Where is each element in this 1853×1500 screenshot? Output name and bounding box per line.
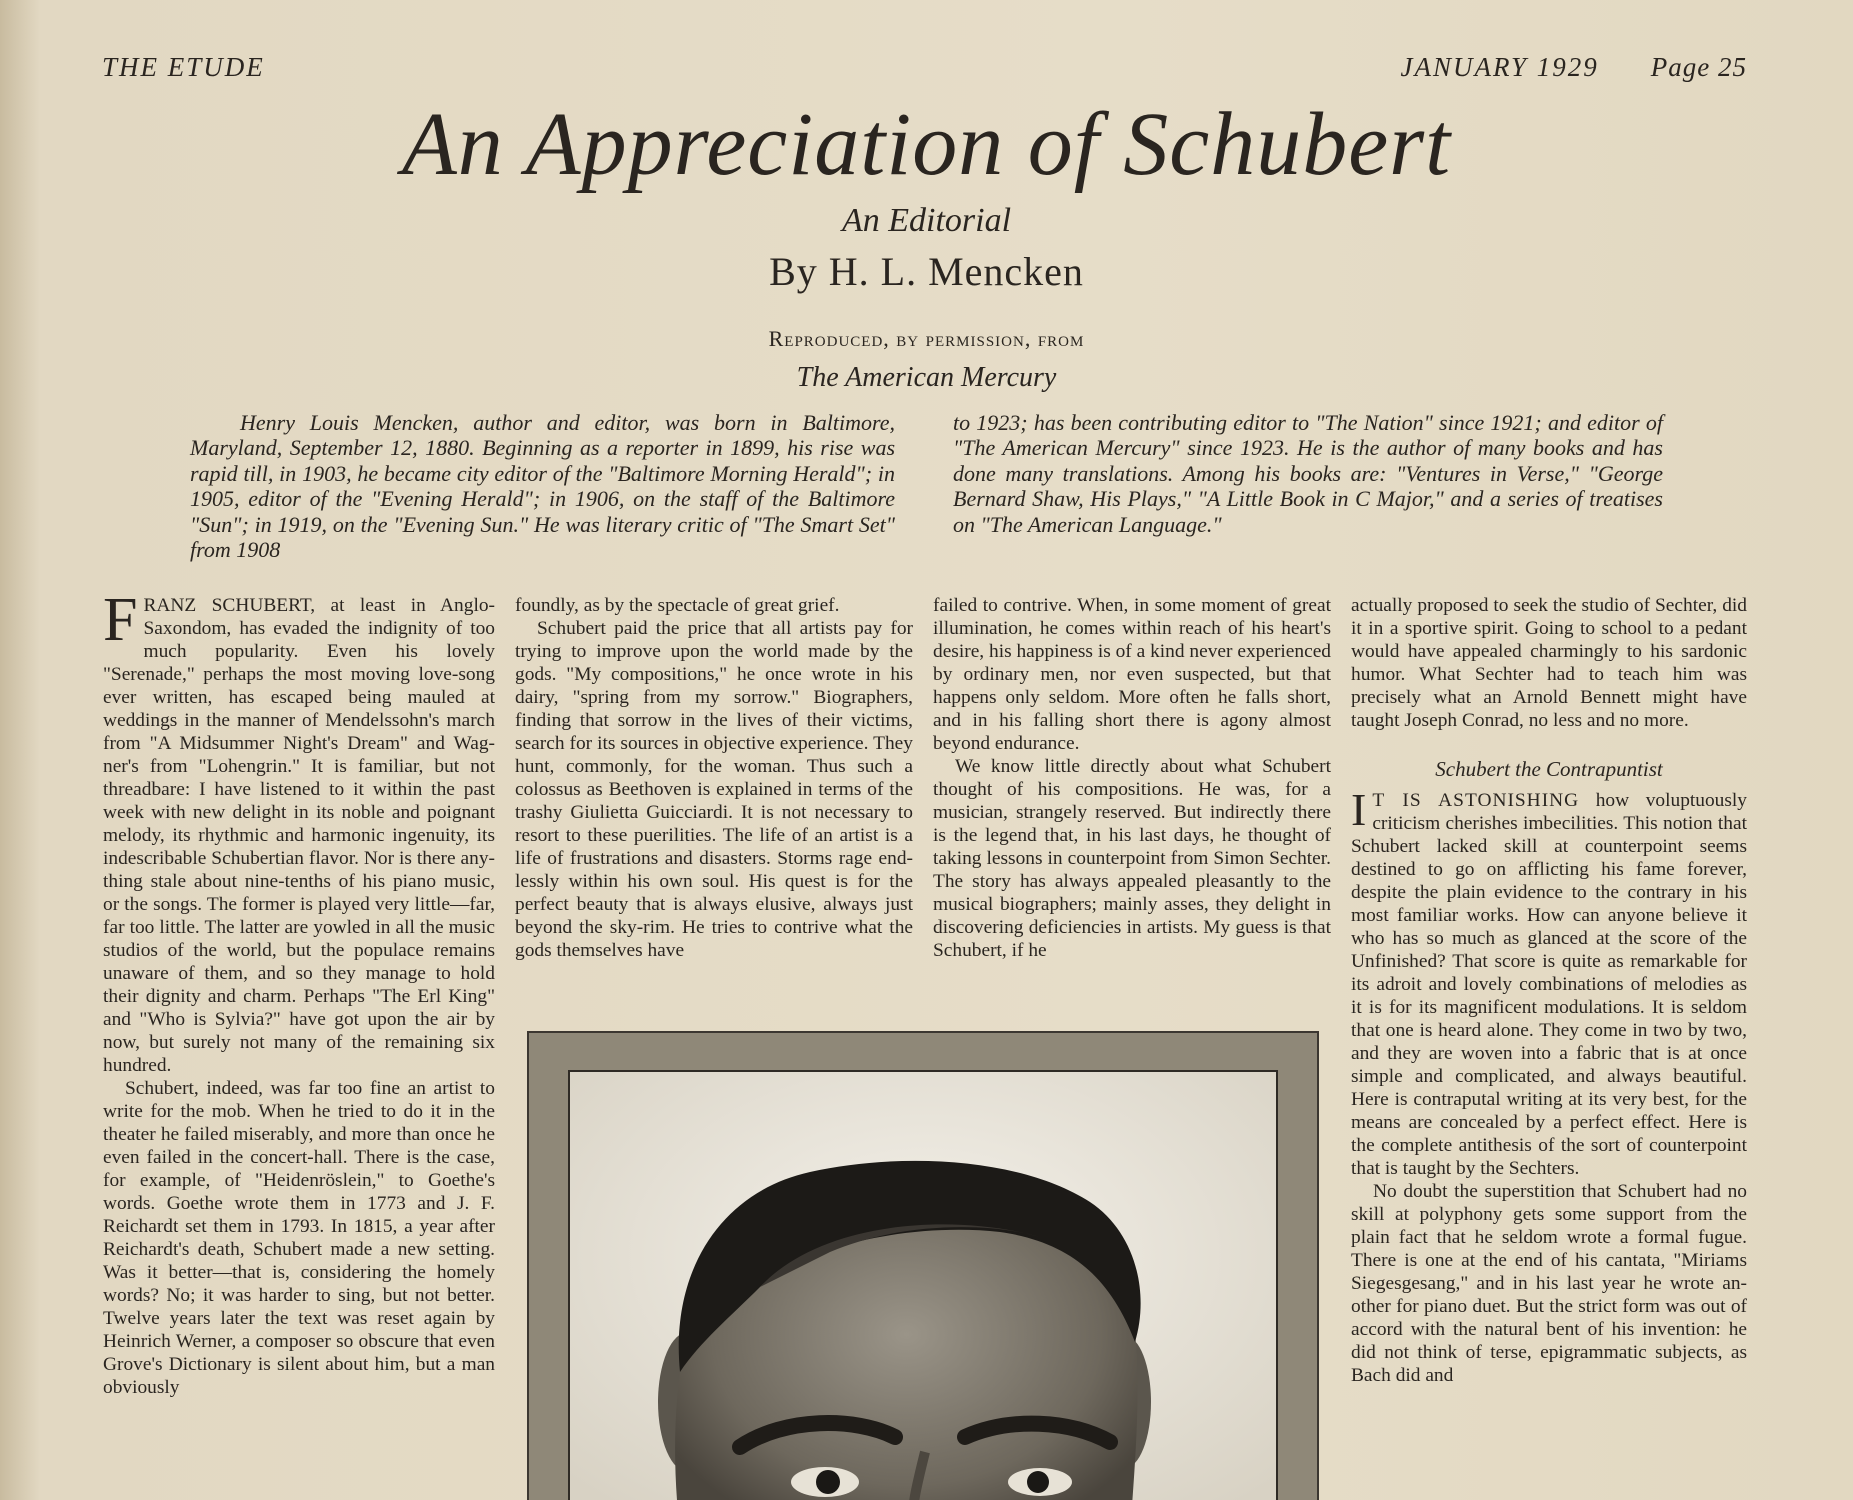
paragraph-text: how voluptuously criticism cherishes imbecilities. This notion that Schubert lacked skill at counterpoint seems destined to go on afflicting his fame forever, despite the plain evidence to the contrary in his most familiar works. How can anyone believe it who has so much as glanced at the score of the Unfinished? That score is quite as remarkable for its adroit and lovely combinations of melodies as it is for its magnificent modulations. It is seldom that one is heard alone. They come in two by two, and they are woven into a fabric that is at once simple and complicated, and always beautiful. Here is contraputal writing at its very best, for the means are concealed by a perfect effect. Here is the complete antithesis of the sort of counterpoint that is taught by the Sechters.: [1351, 790, 1747, 1179]
source-line: Reproduced, by permission, from: [768, 326, 1085, 351]
intro-right: to 1923; has been contributing editor to "The Nation" since 1921; and editor of "The American Mercury" since 1923. He is the author of many books and has done many translations. Among his books are: "Ventures in Verse," "George Bernard Shaw, His Plays," "A Little Book in C Major," and a series of treatises on "The American Language.": [953, 410, 1663, 537]
article-title: An Appreciation of Schubert: [401, 95, 1452, 194]
column-1: [103, 594, 495, 1500]
paragraph: [103, 594, 495, 1077]
magazine-name: THE ETUDE: [102, 52, 265, 82]
lead-in-caps: T IS ASTONISHING: [1372, 790, 1580, 811]
paragraph: No doubt the superstition that Schubert had no skill at polyphony gets some support from the plain fact that he seldom wrote a formal fugue. There is one at the end of his cantata, "Miriams Siegesgesang," and in his last year he wrote another for piano duet. But the strict form was out of accord with the natural bent of his invention: he did not think of terse, epigrammatic subjects, as Bach did and: [1351, 1181, 1747, 1386]
paragraph: We know little directly about what Schubert thought of his compositions. He was, for a musician, strangely reserved. But indirectly there is the legend that, in his last days, he thought of taking lessons in counterpoint from Simon Sechter. The story has always appealed pleasantly to the musical biographers; mainly asses, they delight in discovering deficiencies in artists. My guess is that Schubert, if he: [933, 756, 1331, 961]
drop-cap: F: [103, 594, 138, 654]
portrait-frame: [527, 1031, 1319, 1500]
byline: By H. L. Mencken: [769, 249, 1084, 294]
source-publication: The American Mercury: [796, 362, 1057, 393]
page-header-right: [1401, 52, 1747, 83]
portrait-illustration: [570, 1072, 1278, 1500]
paragraph: actually proposed to seek the studio of Sechter, did it in a sportive spirit. Going to school to a pedant would have appealed charmingly to his sardonic humor. What Sechter had to teach him was precisely what an Arnold Bennett might have taught Joseph Conrad, no less and no more.: [1351, 595, 1747, 731]
column-4: [1351, 594, 1747, 1500]
paragraph: [1351, 784, 1747, 1180]
issue-date: JANUARY 1929: [1400, 52, 1599, 82]
paragraph: failed to contrive. When, in some moment of great illumination, he comes within reach of his heart's desire, his happiness is of a kind never experienced by ordinary men, nor even suspected, but that happens only seldom. More often he falls short, and in his falling short there is agony almost beyond endurance.: [933, 595, 1331, 754]
drop-cap: I: [1351, 784, 1367, 835]
column-2: [515, 594, 913, 994]
section-subheading: Schubert the Contrapuntist: [1435, 757, 1663, 781]
page-number: Page 25: [1650, 52, 1747, 82]
column-3: [933, 594, 1331, 994]
paragraph: foundly, as by the spectacle of great grief.: [515, 595, 840, 616]
paragraph: Schubert paid the price that all artists pay for trying to improve upon the world made by the gods. "My compositions," he once wrote in his dairy, "spring from my sorrow." Biographers, finding that sorrow in the lives of their victims, search for its sources in objective experience. They hunt, commonly, for the woman. Thus such a colossus as Beethoven is explained in terms of the trashy Giulietta Guicciardi. It is not necessary to resort to these puerilities. The life of an artist is a life of frustrations and disasters. Storms rage endlessly within his own soul. His quest is for the perfect beauty that is always elusive, always just beyond the sky-rim. He tries to contrive what the gods themselves have: [515, 618, 913, 961]
article-subtitle: An Editorial: [841, 202, 1012, 239]
paragraph-text: RANZ SCHUBERT, at least in Anglo-Saxondom, has evaded the indignity of too much popularity. Even his lovely "Serenade," perhaps the most moving love-song ever written, has escaped being mauled at weddings in the manner of Mendelssohn's march from "A Midsummer Night's Dream" and Wagner's from "Lohengrin." It is familiar, but not threadbare: I have listened to it within the past week with new delight in its noble and poignant melody, its rhythmic and harmonic ingenuity, its indescribable Schubertian flavor. Nor is there anything stale about nine-tenths of his piano music, or the songs. The former is played very little—far, far too little. The latter are yowled in all the music studios of the world, but the populace remains unaware of them, and so they manage to hold their dignity and charm. Perhaps "The Erl King" and "Who is Sylvia?" have got upon the air by now, but surely not many of the remaining six hundred.: [103, 595, 495, 1076]
portrait-photo: [568, 1070, 1278, 1500]
intro-left: Henry Louis Mencken, author and editor, was born in Baltimore, Maryland, September 12, 1880. Beginning as a reporter in 1899, his rise was rapid till, in 1903, he became city editor of the "Baltimore Morning Herald"; in 1905, editor of the "Evening Herald"; in 1906, on the staff of the Baltimore "Sun"; in 1919, on the "Evening Sun." He was literary critic of "The Smart Set" from 1908: [190, 410, 895, 563]
paragraph: Schubert, indeed, was far too fine an artist to write for the mob. When he tried to do it in the theater he failed miserably, and more than once he even failed in the concert-hall. There is the case, for example, of "Heidenröslein," to Goethe's words. Goethe wrote them in 1773 and J. F. Reichardt set them in 1793. In 1815, a year after Reichardt's death, Schubert made a new setting. Was it better—that is, considering the homely words? No; it was harder to sing, but not better. Twelve years later the text was reset again by Heinrich Werner, a composer so obscure that even Grove's Dictionary is silent about him, but a man obviously: [103, 1078, 495, 1398]
